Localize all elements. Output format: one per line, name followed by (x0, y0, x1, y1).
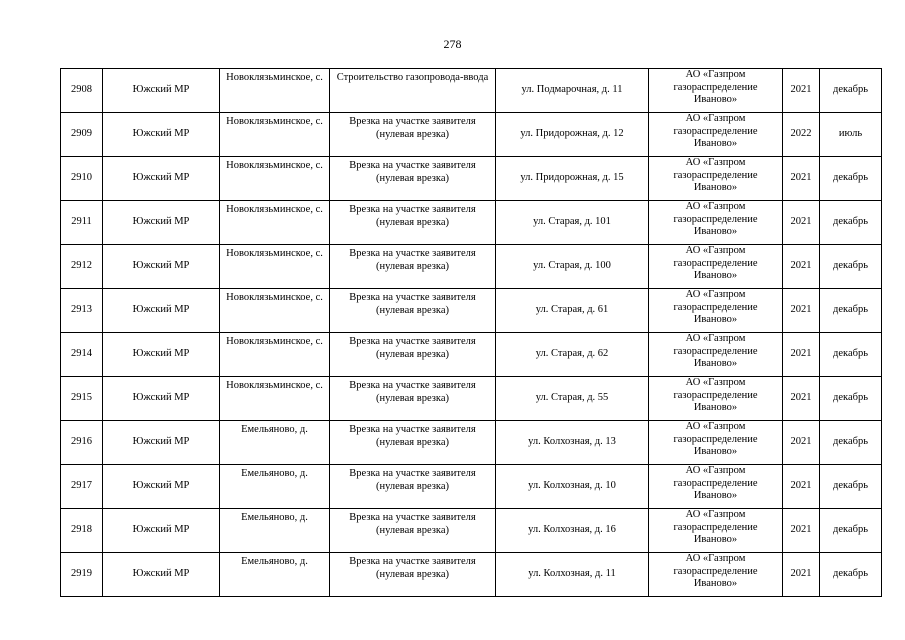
organization-cell (649, 377, 783, 421)
organization-line: АО «Газпром (685, 421, 746, 432)
row-number-cell: 2917 (61, 465, 103, 509)
organization-line: Иваново» (693, 138, 738, 149)
work-type-cell: Врезка на участке заявителя (нулевая врезка) (330, 245, 496, 289)
month-cell: декабрь (820, 333, 882, 377)
work-type-cell: Врезка на участке заявителя (нулевая врезка) (330, 333, 496, 377)
organization-line: газораспределение (673, 565, 758, 577)
table-row (61, 509, 882, 553)
year-cell: 2021 (783, 377, 820, 421)
organization-cell (649, 113, 783, 157)
organization-line: АО «Газпром (685, 553, 746, 564)
work-type-cell: Врезка на участке заявителя (нулевая врезка) (330, 465, 496, 509)
address-cell: ул. Колхозная, д. 13 (496, 421, 649, 465)
work-type-cell: Врезка на участке заявителя (нулевая врезка) (330, 553, 496, 597)
district-cell: Южский МР (103, 553, 220, 597)
district-cell: Южский МР (103, 113, 220, 157)
work-type-cell: Строительство газопровода-ввода (330, 69, 496, 113)
year-cell: 2021 (783, 69, 820, 113)
row-number-cell: 2908 (61, 69, 103, 113)
address-cell: ул. Придорожная, д. 15 (496, 157, 649, 201)
settlement-cell: Емельяново, д. (220, 553, 330, 597)
row-number-cell: 2911 (61, 201, 103, 245)
month-cell: декабрь (820, 69, 882, 113)
organization-line: АО «Газпром (685, 201, 746, 212)
organization-line: газораспределение (673, 213, 758, 225)
row-number-cell: 2915 (61, 377, 103, 421)
district-cell: Южский МР (103, 69, 220, 113)
organization-line: Иваново» (693, 490, 738, 501)
row-number-cell: 2909 (61, 113, 103, 157)
organization-cell (649, 553, 783, 597)
organization-line: газораспределение (673, 345, 758, 357)
organization-line: газораспределение (673, 169, 758, 181)
table-body (61, 69, 882, 597)
address-cell: ул. Старая, д. 61 (496, 289, 649, 333)
organization-line: Иваново» (693, 358, 738, 369)
organization-line: газораспределение (673, 257, 758, 269)
organization-cell (649, 157, 783, 201)
table-row (61, 421, 882, 465)
organization-line: АО «Газпром (685, 245, 746, 256)
organization-line: Иваново» (693, 226, 738, 237)
district-cell: Южский МР (103, 509, 220, 553)
organization-line: Иваново» (693, 578, 738, 589)
organization-cell (649, 333, 783, 377)
organization-line: Иваново» (693, 446, 738, 457)
organization-line: АО «Газпром (685, 465, 746, 476)
organization-cell (649, 421, 783, 465)
district-cell: Южский МР (103, 421, 220, 465)
table-row (61, 157, 882, 201)
month-cell: декабрь (820, 377, 882, 421)
district-cell: Южский МР (103, 157, 220, 201)
month-cell: декабрь (820, 245, 882, 289)
organization-cell (649, 245, 783, 289)
month-cell: июль (820, 113, 882, 157)
settlement-cell: Новоклязьминское, с. (220, 377, 330, 421)
settlement-cell: Новоклязьминское, с. (220, 201, 330, 245)
organization-cell (649, 201, 783, 245)
month-cell: декабрь (820, 553, 882, 597)
month-cell: декабрь (820, 201, 882, 245)
year-cell: 2022 (783, 113, 820, 157)
row-number-cell: 2914 (61, 333, 103, 377)
year-cell: 2021 (783, 157, 820, 201)
year-cell: 2021 (783, 333, 820, 377)
organization-line: Иваново» (693, 182, 738, 193)
year-cell: 2021 (783, 289, 820, 333)
organization-line: АО «Газпром (685, 333, 746, 344)
work-type-cell: Врезка на участке заявителя (нулевая врезка) (330, 289, 496, 333)
organization-line: газораспределение (673, 81, 758, 93)
table-row (61, 465, 882, 509)
settlement-cell: Новоклязьминское, с. (220, 333, 330, 377)
organization-cell (649, 509, 783, 553)
organization-line: Иваново» (693, 534, 738, 545)
year-cell: 2021 (783, 245, 820, 289)
address-cell: ул. Колхозная, д. 11 (496, 553, 649, 597)
month-cell: декабрь (820, 421, 882, 465)
address-cell: ул. Придорожная, д. 12 (496, 113, 649, 157)
settlement-cell: Емельяново, д. (220, 465, 330, 509)
address-cell: ул. Старая, д. 101 (496, 201, 649, 245)
row-number-cell: 2910 (61, 157, 103, 201)
row-number-cell: 2912 (61, 245, 103, 289)
year-cell: 2021 (783, 465, 820, 509)
organization-line: АО «Газпром (685, 377, 746, 388)
row-number-cell: 2918 (61, 509, 103, 553)
table-row (61, 333, 882, 377)
page-number: 278 (443, 37, 462, 51)
organization-cell (649, 289, 783, 333)
organization-line: газораспределение (673, 301, 758, 313)
table-row (61, 113, 882, 157)
district-cell: Южский МР (103, 465, 220, 509)
organization-line: АО «Газпром (685, 157, 746, 168)
work-type-cell: Врезка на участке заявителя (нулевая врезка) (330, 157, 496, 201)
district-cell: Южский МР (103, 377, 220, 421)
address-cell: ул. Колхозная, д. 10 (496, 465, 649, 509)
settlement-cell: Новоклязьминское, с. (220, 69, 330, 113)
address-cell: ул. Старая, д. 100 (496, 245, 649, 289)
table-row (61, 289, 882, 333)
settlement-cell: Новоклязьминское, с. (220, 289, 330, 333)
settlement-cell: Емельяново, д. (220, 509, 330, 553)
organization-line: Иваново» (693, 402, 738, 413)
gas-connection-table (60, 68, 882, 597)
month-cell: декабрь (820, 289, 882, 333)
organization-cell (649, 465, 783, 509)
address-cell: ул. Старая, д. 55 (496, 377, 649, 421)
address-cell: ул. Старая, д. 62 (496, 333, 649, 377)
year-cell: 2021 (783, 201, 820, 245)
organization-line: газораспределение (673, 389, 758, 401)
year-cell: 2021 (783, 509, 820, 553)
organization-line: АО «Газпром (685, 113, 746, 124)
work-type-cell: Врезка на участке заявителя (нулевая врезка) (330, 201, 496, 245)
table-row (61, 377, 882, 421)
organization-line: газораспределение (673, 521, 758, 533)
row-number-cell: 2919 (61, 553, 103, 597)
address-cell: ул. Подмарочная, д. 11 (496, 69, 649, 113)
settlement-cell: Новоклязьминское, с. (220, 245, 330, 289)
organization-line: газораспределение (673, 433, 758, 445)
organization-line: Иваново» (693, 314, 738, 325)
work-type-cell: Врезка на участке заявителя (нулевая врезка) (330, 421, 496, 465)
organization-line: АО «Газпром (685, 509, 746, 520)
table-row (61, 69, 882, 113)
settlement-cell: Новоклязьминское, с. (220, 157, 330, 201)
settlement-cell: Емельяново, д. (220, 421, 330, 465)
organization-line: Иваново» (693, 270, 738, 281)
district-cell: Южский МР (103, 201, 220, 245)
row-number-cell: 2913 (61, 289, 103, 333)
month-cell: декабрь (820, 509, 882, 553)
district-cell: Южский МР (103, 289, 220, 333)
organization-line: Иваново» (693, 94, 738, 105)
organization-cell (649, 69, 783, 113)
organization-line: АО «Газпром (685, 69, 746, 80)
month-cell: декабрь (820, 465, 882, 509)
organization-line: АО «Газпром (685, 289, 746, 300)
table-row (61, 245, 882, 289)
district-cell: Южский МР (103, 333, 220, 377)
year-cell: 2021 (783, 421, 820, 465)
district-cell: Южский МР (103, 245, 220, 289)
month-cell: декабрь (820, 157, 882, 201)
work-type-cell: Врезка на участке заявителя (нулевая врезка) (330, 509, 496, 553)
table-row (61, 553, 882, 597)
work-type-cell: Врезка на участке заявителя (нулевая врезка) (330, 113, 496, 157)
address-cell: ул. Колхозная, д. 16 (496, 509, 649, 553)
settlement-cell: Новоклязьминское, с. (220, 113, 330, 157)
row-number-cell: 2916 (61, 421, 103, 465)
organization-line: газораспределение (673, 477, 758, 489)
organization-line: газораспределение (673, 125, 758, 137)
year-cell: 2021 (783, 553, 820, 597)
work-type-cell: Врезка на участке заявителя (нулевая врезка) (330, 377, 496, 421)
table-row (61, 201, 882, 245)
